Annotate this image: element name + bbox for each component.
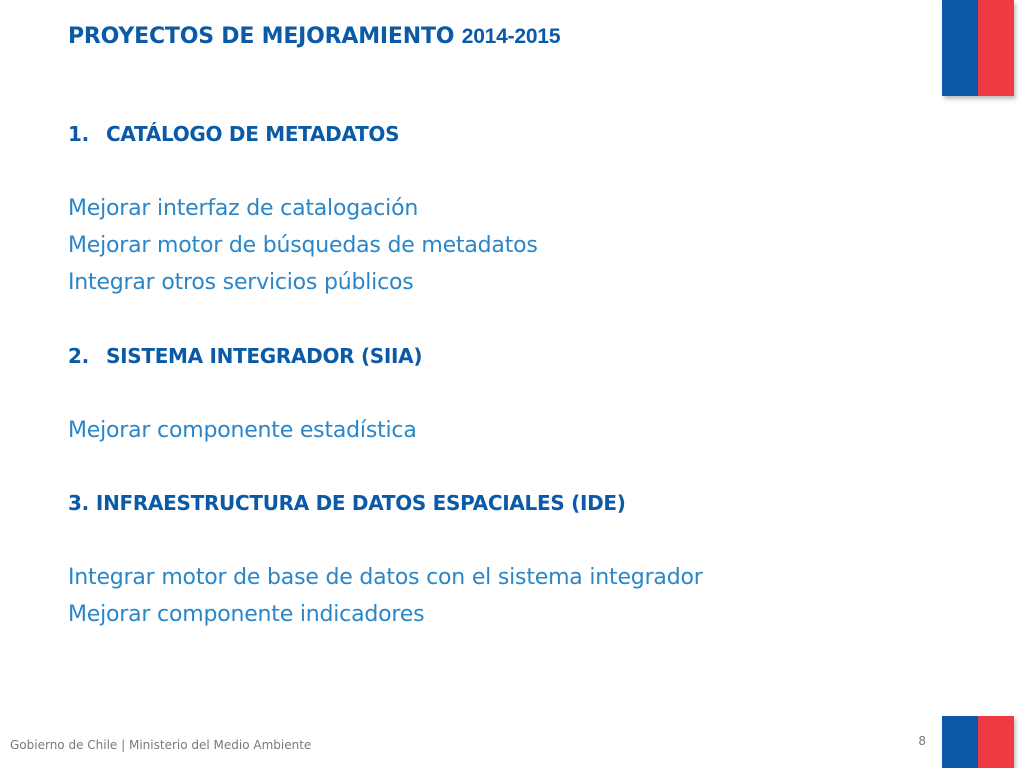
section-heading-catalogo [68, 122, 399, 146]
flag-blue-stripe [942, 716, 978, 768]
section-number: 1. [68, 122, 89, 146]
flag-blue-stripe [942, 0, 978, 96]
list-item: Mejorar interfaz de catalogación [68, 196, 419, 221]
list-item: Mejorar componente estadística [68, 418, 417, 443]
list-item: Integrar motor de base de datos con el sistema integrador [68, 565, 703, 590]
chile-flag-bottom-icon [942, 716, 1014, 768]
list-item: Mejorar componente indicadores [68, 602, 425, 627]
slide-title [68, 24, 560, 49]
footer-organization: Gobierno de Chile | Ministerio del Medio Ambiente [10, 738, 312, 752]
page-number: 8 [918, 734, 926, 748]
slide-title-year: 2014-2015 [461, 25, 561, 48]
section-title: INFRAESTRUCTURA DE DATOS ESPACIALES (IDE) [95, 491, 626, 515]
slide-title-main: PROYECTOS DE MEJORAMIENTO [68, 24, 462, 49]
section-title: SISTEMA INTEGRADOR (SIIA) [106, 344, 423, 368]
list-item: Integrar otros servicios públicos [68, 270, 414, 295]
flag-red-stripe [978, 0, 1014, 96]
section-number: 3. [68, 491, 89, 515]
list-item: Mejorar motor de búsquedas de metadatos [68, 233, 538, 258]
section-title: CATÁLOGO DE METADATOS [106, 122, 400, 146]
flag-red-stripe [978, 716, 1014, 768]
chile-flag-top-icon [942, 0, 1014, 96]
section-number: 2. [68, 344, 89, 368]
section-heading-ide [68, 491, 626, 515]
section-heading-sistema-integrador [68, 344, 422, 368]
